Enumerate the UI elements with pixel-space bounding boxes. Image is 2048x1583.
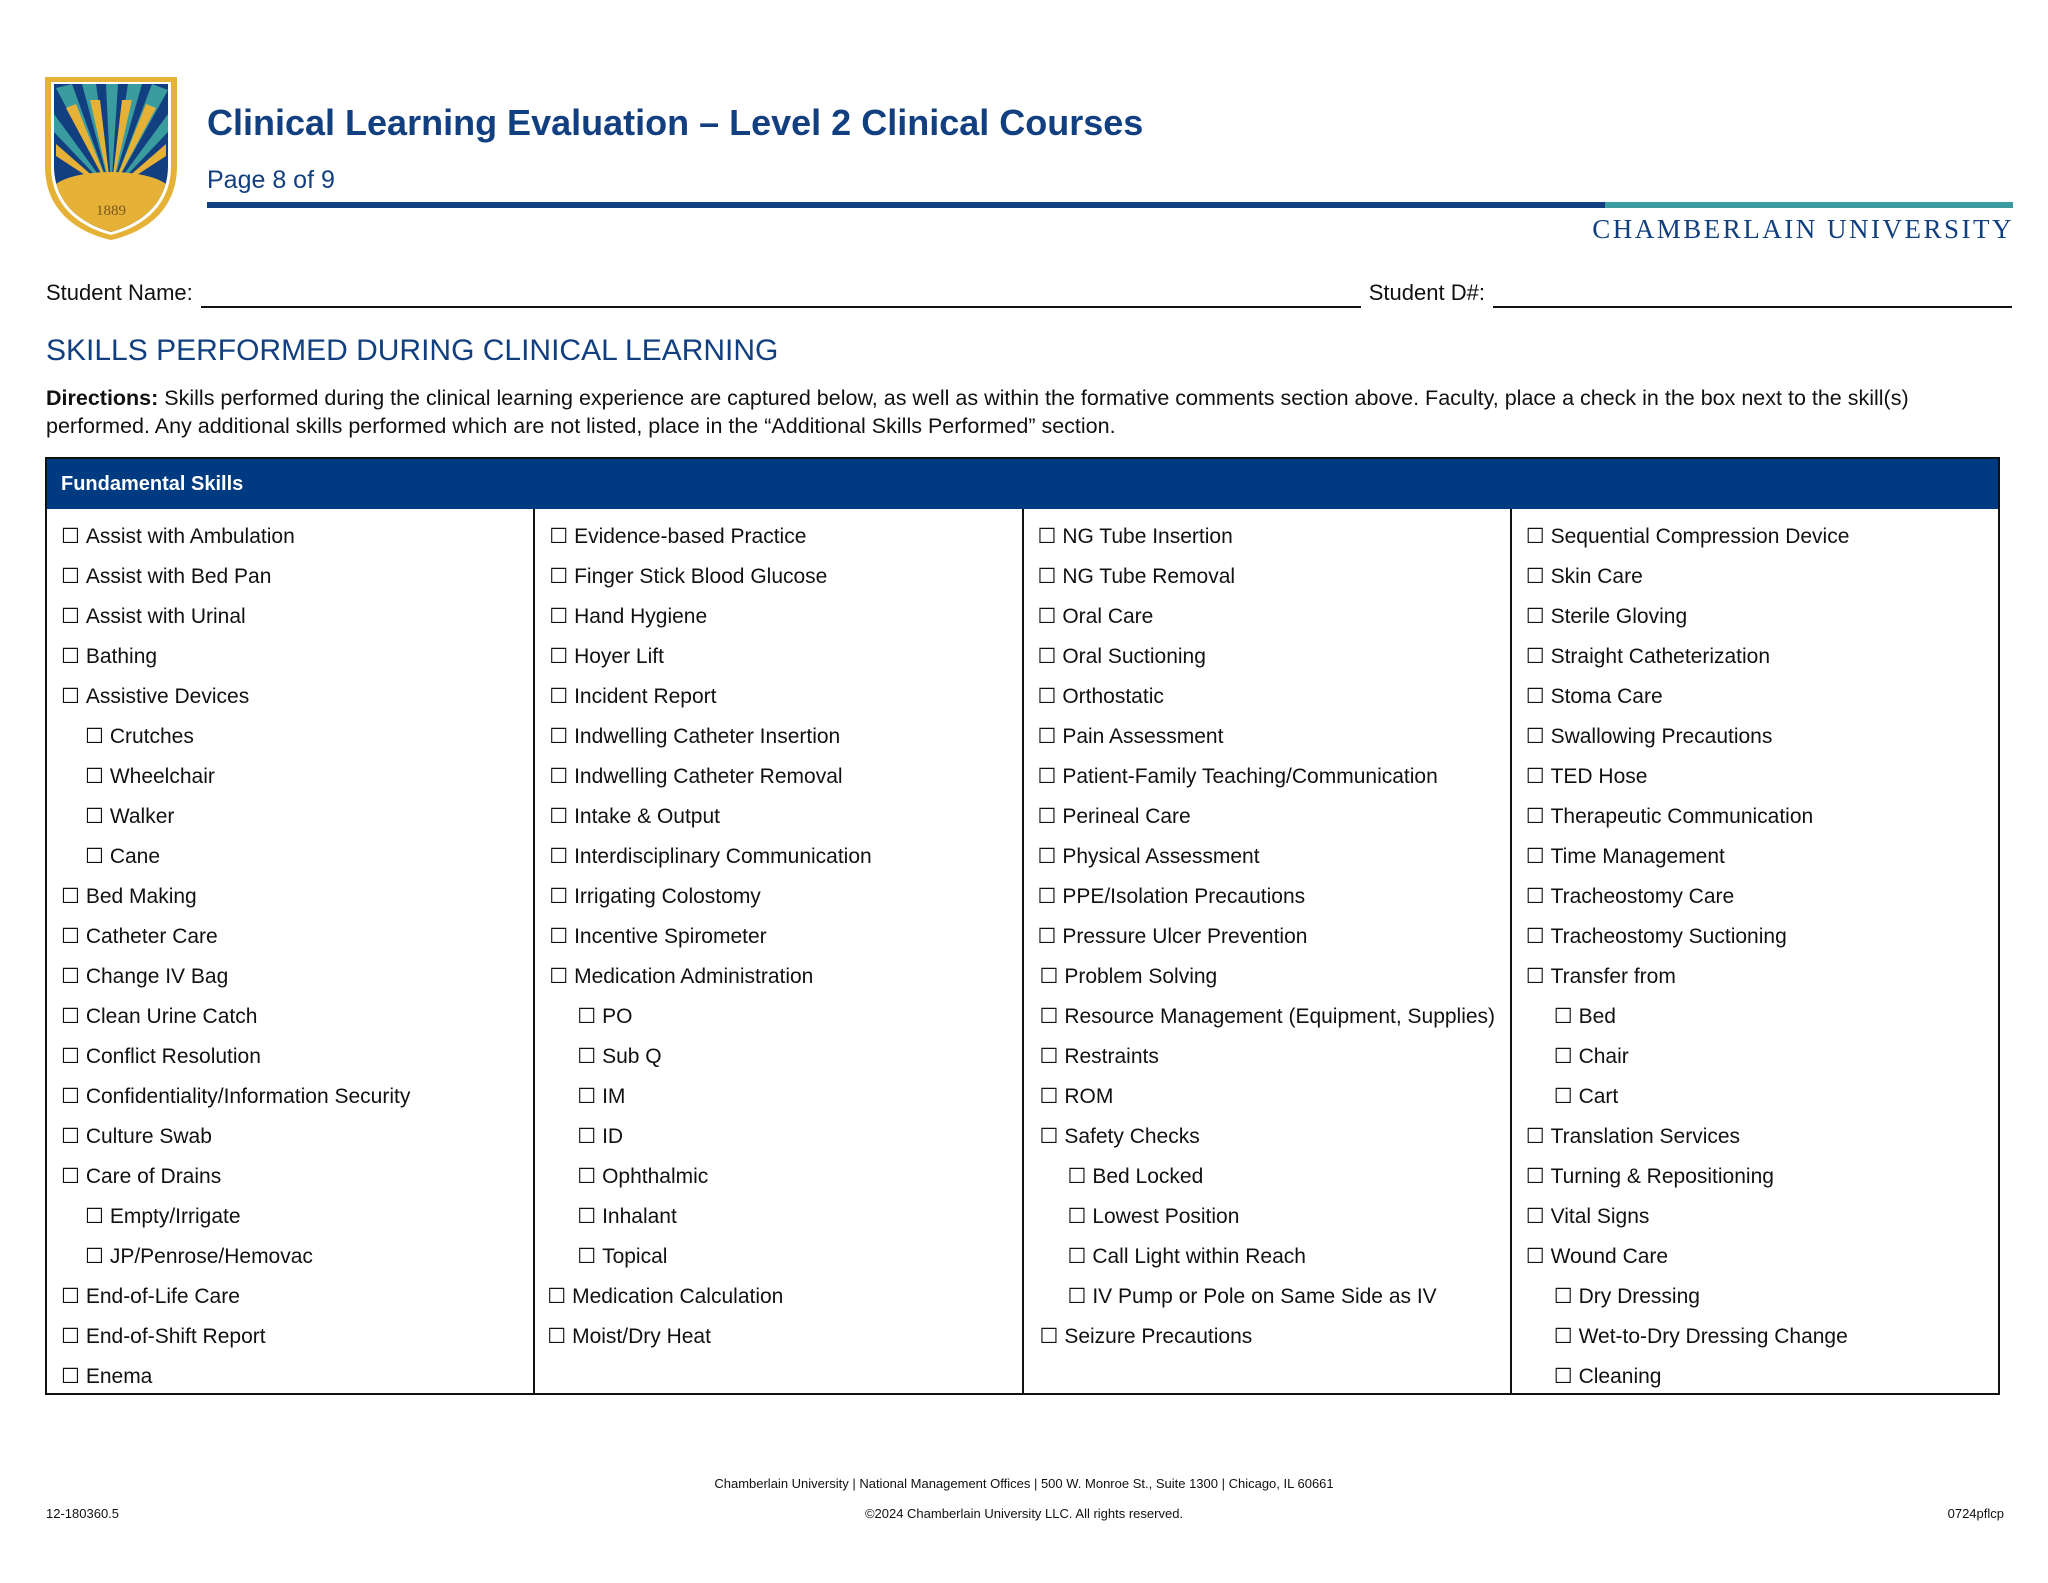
- checkbox-icon[interactable]: ☐: [577, 1165, 597, 1188]
- checkbox-icon[interactable]: ☐: [1037, 885, 1057, 908]
- skill-item[interactable]: [1024, 957, 1510, 997]
- skill-item[interactable]: [1512, 1197, 1998, 1237]
- checkbox-icon[interactable]: ☐: [61, 1085, 80, 1108]
- checkbox-icon[interactable]: ☐: [61, 605, 80, 628]
- skill-item[interactable]: [1512, 717, 1998, 757]
- checkbox-icon[interactable]: ☐: [85, 765, 104, 788]
- checkbox-icon[interactable]: ☐: [1553, 1325, 1573, 1348]
- footer-form-number: 12-180360.5: [46, 1506, 120, 1521]
- checkbox-icon[interactable]: ☐: [1525, 685, 1545, 708]
- skill-item[interactable]: [47, 557, 533, 597]
- header-rule-blue: [207, 202, 1605, 208]
- checkbox-icon[interactable]: ☐: [549, 565, 569, 588]
- skill-label: Clean Urine Catch: [85, 1005, 258, 1028]
- checkbox-icon[interactable]: ☐: [61, 1165, 80, 1188]
- checkbox-icon[interactable]: ☐: [61, 1285, 80, 1308]
- checkbox-icon[interactable]: ☐: [85, 845, 104, 868]
- checkbox-icon[interactable]: ☐: [61, 645, 80, 668]
- skill-label: Straight Catheterization: [1550, 645, 1771, 668]
- skill-label: TED Hose: [1550, 765, 1648, 788]
- skill-label: Care of Drains: [85, 1165, 222, 1188]
- checkbox-icon[interactable]: ☐: [549, 725, 569, 748]
- student-id-label: Student D#:: [1368, 280, 1485, 305]
- skill-label: Medication Calculation: [572, 1285, 784, 1308]
- skill-label: Hoyer Lift: [574, 645, 664, 668]
- checkbox-icon[interactable]: ☐: [61, 885, 80, 908]
- checkbox-icon[interactable]: ☐: [1037, 925, 1057, 948]
- skill-item[interactable]: [535, 557, 1021, 597]
- skill-item[interactable]: [535, 1077, 1021, 1117]
- checkbox-icon[interactable]: ☐: [61, 1005, 80, 1028]
- skill-item[interactable]: [535, 1197, 1021, 1237]
- skill-item[interactable]: [535, 757, 1021, 797]
- skill-item[interactable]: [1512, 797, 1998, 837]
- skill-label: Seizure Precautions: [1064, 1325, 1253, 1348]
- checkbox-icon[interactable]: ☐: [1525, 925, 1545, 948]
- skill-label: Vital Signs: [1550, 1205, 1650, 1228]
- skill-item[interactable]: [47, 1077, 533, 1117]
- skill-label: Empty/Irrigate: [109, 1205, 241, 1228]
- checkbox-icon[interactable]: ☐: [577, 1005, 597, 1028]
- checkbox-icon[interactable]: ☐: [1039, 1125, 1059, 1148]
- skill-item[interactable]: [535, 597, 1021, 637]
- checkbox-icon[interactable]: ☐: [549, 845, 569, 868]
- checkbox-icon[interactable]: ☐: [1039, 965, 1059, 988]
- skill-item[interactable]: [47, 877, 533, 917]
- checkbox-icon[interactable]: ☐: [61, 565, 80, 588]
- checkbox-icon[interactable]: ☐: [549, 965, 569, 988]
- skill-label: Confidentiality/Information Security: [85, 1085, 411, 1108]
- skill-label: Crutches: [109, 725, 194, 748]
- skill-label: Wound Care: [1550, 1245, 1669, 1268]
- skill-item[interactable]: [1512, 1077, 1998, 1117]
- skill-item[interactable]: [1024, 1157, 1510, 1197]
- skill-label: End-of-Shift Report: [85, 1325, 266, 1348]
- skill-label: Cleaning: [1578, 1365, 1662, 1388]
- skill-label: NG Tube Removal: [1062, 565, 1236, 588]
- skill-label: Interdisciplinary Communication: [574, 845, 872, 868]
- skill-item[interactable]: [1024, 1117, 1510, 1157]
- skill-item[interactable]: [47, 717, 533, 757]
- checkbox-icon[interactable]: ☐: [1525, 525, 1545, 548]
- chamberlain-crest-logo: [42, 74, 180, 242]
- skill-item[interactable]: [47, 1117, 533, 1157]
- checkbox-icon[interactable]: ☐: [1553, 1005, 1573, 1028]
- page-indicator: Page 8 of 9: [207, 166, 335, 194]
- checkbox-icon[interactable]: ☐: [1067, 1285, 1087, 1308]
- skill-item[interactable]: [1512, 517, 1998, 557]
- skill-item[interactable]: [47, 1237, 533, 1277]
- skill-label: Lowest Position: [1092, 1205, 1240, 1228]
- skill-label: IV Pump or Pole on Same Side as IV: [1092, 1285, 1437, 1308]
- skill-item[interactable]: [1024, 637, 1510, 677]
- skill-item[interactable]: [1512, 837, 1998, 877]
- skill-label: Perineal Care: [1062, 805, 1191, 828]
- checkbox-icon[interactable]: ☐: [1525, 885, 1545, 908]
- skill-label: Physical Assessment: [1062, 845, 1260, 868]
- skill-label: Change IV Bag: [85, 965, 229, 988]
- checkbox-icon[interactable]: ☐: [1037, 605, 1057, 628]
- skill-item[interactable]: [535, 877, 1021, 917]
- skill-item[interactable]: [535, 837, 1021, 877]
- checkbox-icon[interactable]: ☐: [1037, 845, 1057, 868]
- checkbox-icon[interactable]: ☐: [549, 605, 569, 628]
- skill-item[interactable]: [535, 677, 1021, 717]
- checkbox-icon[interactable]: ☐: [549, 645, 569, 668]
- page-title: Clinical Learning Evaluation – Level 2 Clinical Courses: [207, 102, 1144, 143]
- skill-item[interactable]: [1512, 917, 1998, 957]
- skill-item[interactable]: [47, 797, 533, 837]
- skill-label: Assist with Ambulation: [85, 525, 295, 548]
- checkbox-icon[interactable]: ☐: [1067, 1245, 1087, 1268]
- skill-label: Resource Management (Equipment, Supplies): [1064, 1005, 1496, 1028]
- checkbox-icon[interactable]: ☐: [1525, 805, 1545, 828]
- skill-label: ID: [602, 1125, 624, 1148]
- skill-label: Moist/Dry Heat: [572, 1325, 711, 1348]
- skill-item[interactable]: [47, 997, 533, 1037]
- checkbox-icon[interactable]: ☐: [549, 685, 569, 708]
- skill-item[interactable]: [47, 637, 533, 677]
- checkbox-icon[interactable]: ☐: [1525, 1165, 1545, 1188]
- checkbox-icon[interactable]: ☐: [1067, 1165, 1087, 1188]
- skill-label: Swallowing Precautions: [1550, 725, 1773, 748]
- skills-column-2: [535, 509, 1023, 1393]
- checkbox-icon[interactable]: ☐: [61, 525, 80, 548]
- skill-item[interactable]: [1512, 1277, 1998, 1317]
- student-fields: [46, 278, 2012, 310]
- skill-label: Incentive Spirometer: [574, 925, 767, 948]
- skill-label: Time Management: [1550, 845, 1725, 868]
- skill-label: Catheter Care: [85, 925, 218, 948]
- skill-item[interactable]: [535, 517, 1021, 557]
- skill-label: Sequential Compression Device: [1550, 525, 1850, 548]
- checkbox-icon[interactable]: ☐: [85, 805, 104, 828]
- skill-label: Bathing: [85, 645, 158, 668]
- checkbox-icon[interactable]: ☐: [1039, 1085, 1059, 1108]
- skill-item[interactable]: [1512, 1237, 1998, 1277]
- skill-label: Oral Care: [1062, 605, 1154, 628]
- student-name-label: Student Name:: [46, 280, 193, 305]
- skill-item[interactable]: [1512, 1357, 1998, 1397]
- skills-columns: [47, 509, 1998, 1393]
- skill-label: NG Tube Insertion: [1062, 525, 1233, 548]
- skill-item[interactable]: [1024, 797, 1510, 837]
- skill-item[interactable]: [1024, 997, 1510, 1037]
- skill-item[interactable]: [535, 1317, 1021, 1357]
- skill-item[interactable]: [1024, 757, 1510, 797]
- skill-item[interactable]: [1024, 1277, 1510, 1317]
- skill-item[interactable]: [47, 1197, 533, 1237]
- skill-item[interactable]: [535, 717, 1021, 757]
- skill-item[interactable]: [1512, 957, 1998, 997]
- directions-body: Skills performed during the clinical learning experience are captured below, as well as within the formative comments section above. Faculty, place a check in the box next to the skill(s) performed. Any additional skills performed which are not listed, place in the “Additional Skills Performed” section.: [46, 386, 1909, 438]
- skill-item[interactable]: [535, 797, 1021, 837]
- skill-item[interactable]: [47, 1317, 533, 1357]
- skill-item[interactable]: [1512, 677, 1998, 717]
- skill-label: Problem Solving: [1064, 965, 1218, 988]
- university-wordmark: CHAMBERLAIN UNIVERSITY: [1592, 214, 2014, 244]
- skill-label: Incident Report: [574, 685, 717, 708]
- checkbox-icon[interactable]: ☐: [85, 1245, 104, 1268]
- skill-item[interactable]: [1512, 757, 1998, 797]
- skill-item[interactable]: [535, 1117, 1021, 1157]
- skill-label: Transfer from: [1550, 965, 1676, 988]
- skill-label: ROM: [1064, 1085, 1114, 1108]
- skill-item[interactable]: [47, 1157, 533, 1197]
- skill-item[interactable]: [47, 597, 533, 637]
- skill-label: Translation Services: [1550, 1125, 1741, 1148]
- skill-label: Assistive Devices: [85, 685, 250, 708]
- checkbox-icon[interactable]: ☐: [547, 1325, 567, 1348]
- skill-label: Sub Q: [602, 1045, 662, 1068]
- skill-label: Orthostatic: [1062, 685, 1164, 708]
- skill-label: Restraints: [1064, 1045, 1159, 1068]
- checkbox-icon[interactable]: ☐: [549, 885, 569, 908]
- skill-label: Inhalant: [602, 1205, 677, 1228]
- skill-label: Safety Checks: [1064, 1125, 1200, 1148]
- checkbox-icon[interactable]: ☐: [1553, 1365, 1573, 1388]
- skill-item[interactable]: [535, 917, 1021, 957]
- skills-column-4: [1512, 509, 1998, 1393]
- checkbox-icon[interactable]: ☐: [1525, 605, 1545, 628]
- table-header: Fundamental Skills: [47, 459, 1998, 509]
- checkbox-icon[interactable]: ☐: [1039, 1005, 1059, 1028]
- checkbox-icon[interactable]: ☐: [1525, 845, 1545, 868]
- skill-item[interactable]: [1024, 1237, 1510, 1277]
- checkbox-icon[interactable]: ☐: [1525, 1205, 1545, 1228]
- checkbox-icon[interactable]: ☐: [1553, 1045, 1573, 1068]
- skill-item[interactable]: [1024, 837, 1510, 877]
- skill-label: Enema: [85, 1365, 153, 1388]
- checkbox-icon[interactable]: ☐: [1037, 725, 1057, 748]
- skill-label: Assist with Bed Pan: [85, 565, 272, 588]
- skills-column-1: [47, 509, 535, 1393]
- skill-label: Cart: [1578, 1085, 1619, 1108]
- skill-label: Therapeutic Communication: [1550, 805, 1814, 828]
- skill-item[interactable]: [47, 677, 533, 717]
- checkbox-icon[interactable]: ☐: [1525, 645, 1545, 668]
- skill-label: Oral Suctioning: [1062, 645, 1206, 668]
- skills-column-3: [1024, 509, 1512, 1393]
- checkbox-icon[interactable]: ☐: [61, 1125, 80, 1148]
- checkbox-icon[interactable]: ☐: [61, 685, 80, 708]
- skill-label: IM: [602, 1085, 626, 1108]
- skill-label: Conflict Resolution: [85, 1045, 261, 1068]
- directions-text: [46, 384, 2006, 440]
- checkbox-icon[interactable]: ☐: [85, 1205, 104, 1228]
- skill-label: Indwelling Catheter Removal: [574, 765, 843, 788]
- crest-year: 1889: [96, 203, 126, 219]
- skill-label: End-of-Life Care: [85, 1285, 240, 1308]
- skill-item[interactable]: [1024, 877, 1510, 917]
- skill-label: Assist with Urinal: [85, 605, 246, 628]
- skill-item[interactable]: [1024, 517, 1510, 557]
- skill-label: PPE/Isolation Precautions: [1062, 885, 1306, 908]
- skill-item[interactable]: [1512, 1157, 1998, 1197]
- skill-item[interactable]: [1024, 717, 1510, 757]
- skill-item[interactable]: [1512, 1037, 1998, 1077]
- skill-item[interactable]: [535, 1157, 1021, 1197]
- skill-item[interactable]: [535, 997, 1021, 1037]
- skill-label: Bed Locked: [1092, 1165, 1204, 1188]
- skill-item[interactable]: [47, 1037, 533, 1077]
- checkbox-icon[interactable]: ☐: [1037, 645, 1057, 668]
- checkbox-icon[interactable]: ☐: [85, 725, 104, 748]
- skill-item[interactable]: [1024, 1317, 1510, 1357]
- checkbox-icon[interactable]: ☐: [1037, 565, 1057, 588]
- skill-label: Stoma Care: [1550, 685, 1663, 708]
- student-id-field[interactable]: [1493, 306, 2012, 308]
- checkbox-icon[interactable]: ☐: [1039, 1045, 1059, 1068]
- fundamental-skills-table: [45, 457, 2000, 1395]
- checkbox-icon[interactable]: ☐: [549, 805, 569, 828]
- skill-item[interactable]: [1024, 917, 1510, 957]
- skill-item[interactable]: [535, 1037, 1021, 1077]
- skill-label: Evidence-based Practice: [574, 525, 807, 548]
- checkbox-icon[interactable]: ☐: [577, 1125, 597, 1148]
- skill-item[interactable]: [47, 1357, 533, 1397]
- checkbox-icon[interactable]: ☐: [1525, 565, 1545, 588]
- skill-item[interactable]: [535, 957, 1021, 997]
- skill-item[interactable]: [1024, 557, 1510, 597]
- checkbox-icon[interactable]: ☐: [1525, 965, 1545, 988]
- checkbox-icon[interactable]: ☐: [1525, 765, 1545, 788]
- skill-item[interactable]: [1512, 877, 1998, 917]
- skill-label: Dry Dressing: [1578, 1285, 1700, 1308]
- skill-item[interactable]: [1512, 1117, 1998, 1157]
- skill-label: Sterile Gloving: [1550, 605, 1688, 628]
- skill-label: Call Light within Reach: [1092, 1245, 1306, 1268]
- skill-label: Intake & Output: [574, 805, 721, 828]
- skill-label: JP/Penrose/Hemovac: [109, 1245, 313, 1268]
- checkbox-icon[interactable]: ☐: [1037, 525, 1057, 548]
- skill-item[interactable]: [535, 1277, 1021, 1317]
- checkbox-icon[interactable]: ☐: [1525, 1245, 1545, 1268]
- skill-item[interactable]: [535, 637, 1021, 677]
- checkbox-icon[interactable]: ☐: [1525, 725, 1545, 748]
- skill-label: Ophthalmic: [602, 1165, 709, 1188]
- skill-label: Turning & Repositioning: [1550, 1165, 1774, 1188]
- skill-item[interactable]: [47, 957, 533, 997]
- skill-label: Tracheostomy Care: [1550, 885, 1735, 908]
- checkbox-icon[interactable]: ☐: [61, 1365, 80, 1388]
- skill-label: Patient-Family Teaching/Communication: [1062, 765, 1438, 788]
- skill-label: Cane: [109, 845, 161, 868]
- checkbox-icon[interactable]: ☐: [61, 1045, 80, 1068]
- header-rule-teal: [1605, 202, 2013, 208]
- skill-label: Culture Swab: [85, 1125, 212, 1148]
- skill-item[interactable]: [535, 1237, 1021, 1277]
- skill-item[interactable]: [1024, 1197, 1510, 1237]
- skill-item[interactable]: [47, 757, 533, 797]
- section-heading: SKILLS PERFORMED DURING CLINICAL LEARNING: [46, 334, 779, 367]
- checkbox-icon[interactable]: ☐: [549, 925, 569, 948]
- checkbox-icon[interactable]: ☐: [577, 1045, 597, 1068]
- skill-label: Topical: [602, 1245, 668, 1268]
- checkbox-icon[interactable]: ☐: [1039, 1325, 1059, 1348]
- checkbox-icon[interactable]: ☐: [577, 1245, 597, 1268]
- skill-label: Skin Care: [1550, 565, 1643, 588]
- skill-item[interactable]: [47, 1277, 533, 1317]
- checkbox-icon[interactable]: ☐: [1067, 1205, 1087, 1228]
- checkbox-icon[interactable]: ☐: [547, 1285, 567, 1308]
- footer-address: Chamberlain University | National Management Offices | 500 W. Monroe St., Suite 1300 | Chicago, IL 60661: [714, 1476, 1334, 1491]
- skill-label: Pain Assessment: [1062, 725, 1224, 748]
- footer-code: 0724pflcp: [1947, 1506, 2004, 1521]
- skill-label: PO: [602, 1005, 633, 1028]
- checkbox-icon[interactable]: ☐: [1525, 1125, 1545, 1148]
- skill-item[interactable]: [1024, 1077, 1510, 1117]
- skill-item[interactable]: [47, 917, 533, 957]
- footer-copyright: ©2024 Chamberlain University LLC. All rights reserved.: [864, 1506, 1184, 1521]
- skill-item[interactable]: [1512, 1317, 1998, 1357]
- checkbox-icon[interactable]: ☐: [1037, 765, 1057, 788]
- skill-item[interactable]: [1512, 597, 1998, 637]
- directions-label: Directions:: [46, 386, 159, 410]
- checkbox-icon[interactable]: ☐: [1037, 805, 1057, 828]
- skill-item[interactable]: [47, 837, 533, 877]
- skill-label: Wheelchair: [109, 765, 215, 788]
- checkbox-icon[interactable]: ☐: [1553, 1285, 1573, 1308]
- skill-label: Medication Administration: [574, 965, 814, 988]
- checkbox-icon[interactable]: ☐: [61, 925, 80, 948]
- checkbox-icon[interactable]: ☐: [577, 1205, 597, 1228]
- skill-label: Walker: [109, 805, 175, 828]
- skill-item[interactable]: [1512, 637, 1998, 677]
- skill-label: Chair: [1578, 1045, 1629, 1068]
- skill-label: Bed Making: [85, 885, 197, 908]
- skill-item[interactable]: [47, 517, 533, 557]
- skill-item[interactable]: [1024, 677, 1510, 717]
- skill-label: Pressure Ulcer Prevention: [1062, 925, 1308, 948]
- checkbox-icon[interactable]: ☐: [1553, 1085, 1573, 1108]
- checkbox-icon[interactable]: ☐: [61, 1325, 80, 1348]
- checkbox-icon[interactable]: ☐: [1037, 685, 1057, 708]
- skill-label: Irrigating Colostomy: [574, 885, 761, 908]
- checkbox-icon[interactable]: ☐: [577, 1085, 597, 1108]
- skill-item[interactable]: [1024, 597, 1510, 637]
- checkbox-icon[interactable]: ☐: [549, 765, 569, 788]
- checkbox-icon[interactable]: ☐: [61, 965, 80, 988]
- skill-item[interactable]: [1512, 557, 1998, 597]
- student-name-field[interactable]: [201, 306, 1361, 308]
- checkbox-icon[interactable]: ☐: [549, 525, 569, 548]
- skill-label: Wet-to-Dry Dressing Change: [1578, 1325, 1848, 1348]
- skill-label: Finger Stick Blood Glucose: [574, 565, 828, 588]
- skill-label: Indwelling Catheter Insertion: [574, 725, 841, 748]
- skill-label: Tracheostomy Suctioning: [1550, 925, 1787, 948]
- skill-label: Bed: [1578, 1005, 1616, 1028]
- skill-item[interactable]: [1512, 997, 1998, 1037]
- skill-item[interactable]: [1024, 1037, 1510, 1077]
- skill-label: Hand Hygiene: [574, 605, 708, 628]
